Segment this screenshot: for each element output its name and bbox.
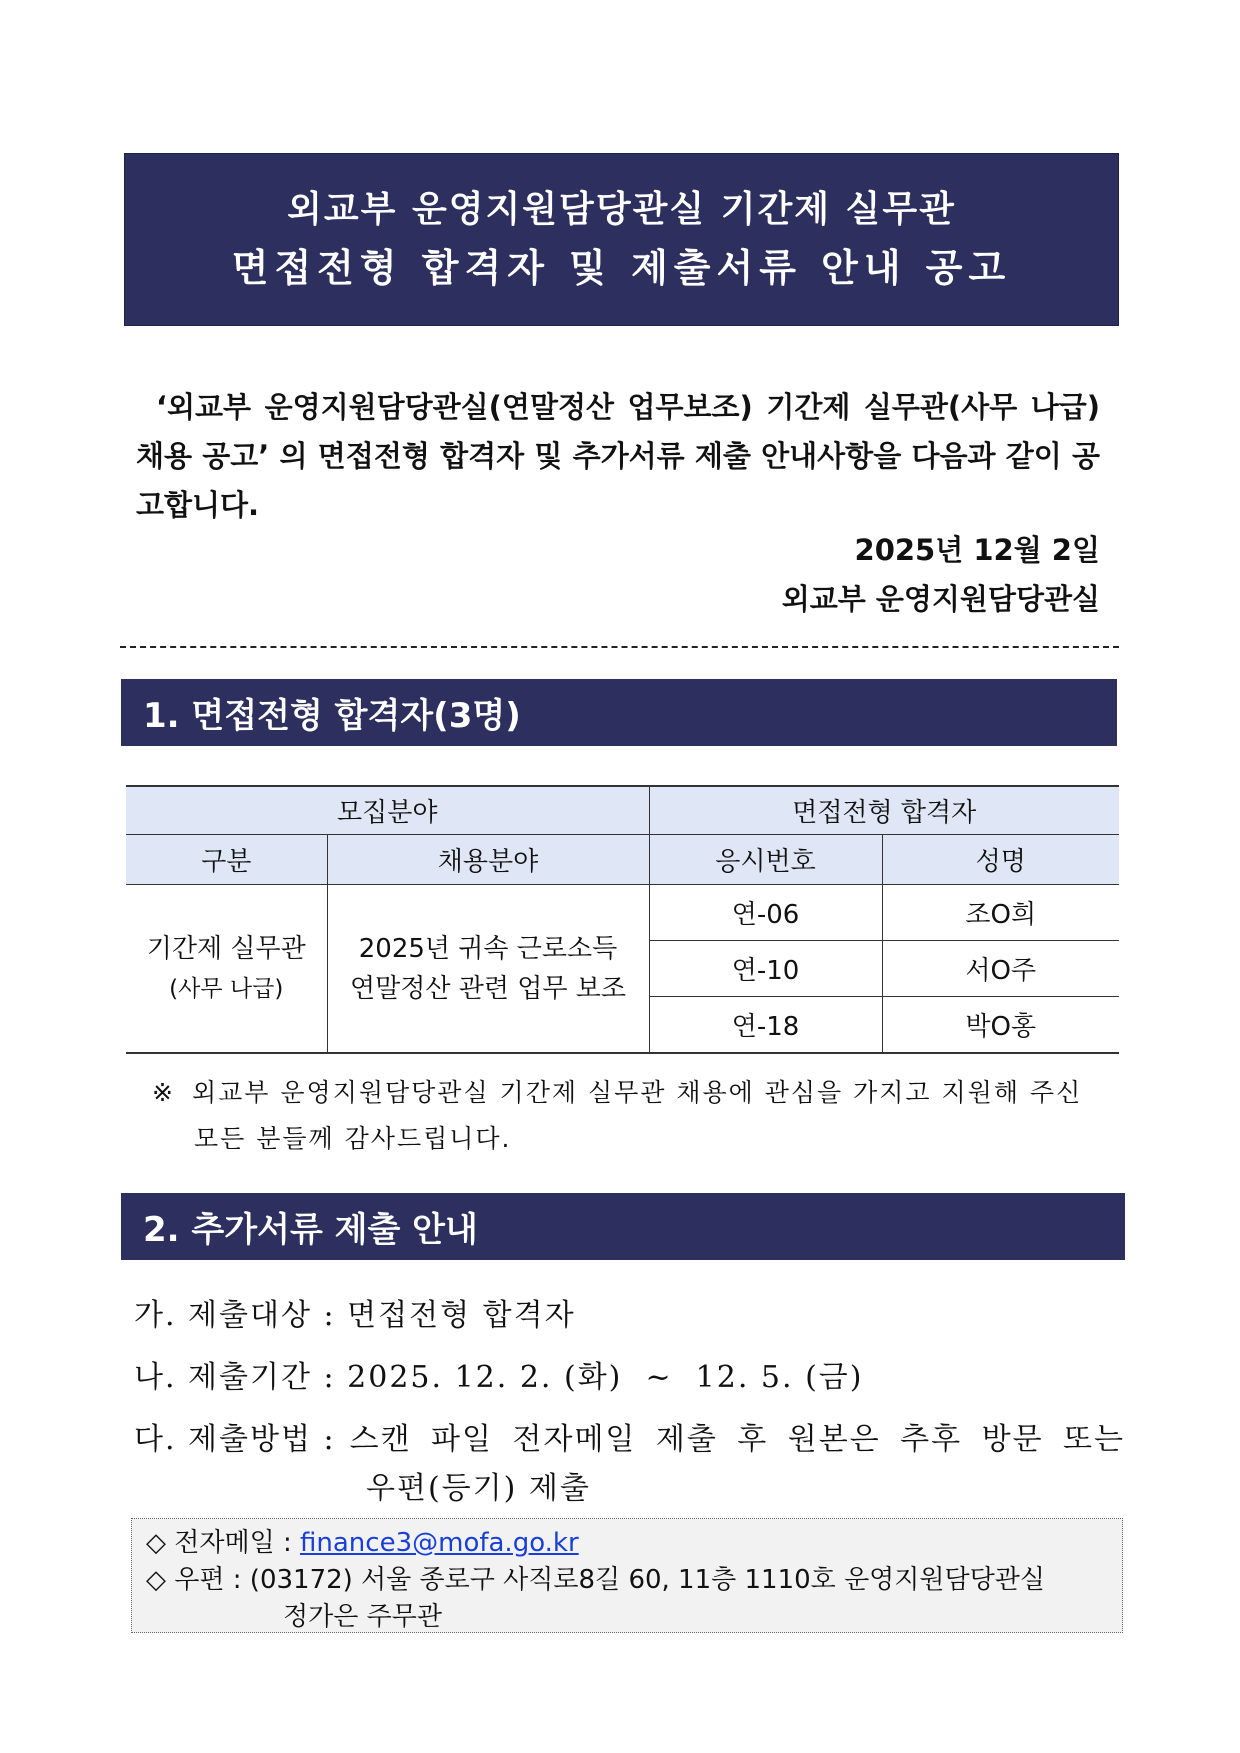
name-cell: 박O홍	[882, 997, 1119, 1054]
submission-period-value: 2025. 12. 2. (화) ~ 12. 5. (금)	[347, 1360, 864, 1395]
section1-heading-text: 1. 면접전형 합격자(3명)	[143, 696, 521, 736]
section2-heading	[121, 1193, 1125, 1260]
submission-target-label: 가. 제출대상 :	[134, 1298, 336, 1333]
category-title: 기간제 실무관	[146, 933, 306, 964]
name-cell: 서O주	[882, 941, 1119, 997]
submission-period-label: 나. 제출기간 :	[134, 1360, 336, 1395]
submission-method-value: 스캔 파일 전자메일 제출 후 원본은 추후 방문 또는	[349, 1422, 1125, 1457]
post-label: ◇ 우편 :	[146, 1565, 242, 1595]
interview-pass-table	[126, 785, 1119, 1054]
exam-no-cell: 연-06	[649, 885, 882, 941]
title-line-2: 면접전형 합격자 및 제출서류 안내 공고	[231, 245, 1012, 290]
group-header-passers: 면접전형 합격자	[649, 786, 1119, 835]
thanks-note	[152, 1070, 1124, 1162]
post-address: (03172) 서울 종로구 사직로8길 60, 11층 1110호 운영지원담당관실	[249, 1565, 1045, 1595]
field-line-1: 2025년 귀속 근로소득	[358, 933, 618, 964]
notice-date: 2025년 12월 2일	[854, 533, 1100, 567]
submission-target-item	[134, 1290, 576, 1334]
column-header-exam-no: 응시번호	[649, 835, 882, 885]
email-row	[146, 1525, 1108, 1562]
reference-mark: ※	[152, 1078, 175, 1107]
field-line-2: 연말정산 관련 업무 보조	[350, 973, 626, 1004]
thanks-note-line-1	[152, 1070, 1124, 1116]
submission-period-item	[134, 1352, 863, 1396]
column-header-category: 구분	[126, 835, 327, 885]
dashed-divider	[120, 646, 1119, 648]
column-header-name: 성명	[882, 835, 1119, 885]
post-row	[146, 1562, 1108, 1599]
field-cell	[327, 885, 649, 1054]
category-grade: (사무 나급)	[169, 975, 284, 1002]
issuing-organization: 외교부 운영지원담당관실	[781, 582, 1100, 616]
thanks-note-text-2: 모든 분들께 감사드립니다.	[194, 1124, 512, 1153]
title-line-1: 외교부 운영지원담당관실 기간제 실무관	[287, 188, 956, 230]
category-cell	[126, 885, 327, 1054]
contact-box	[131, 1518, 1123, 1633]
submission-method-label: 다. 제출방법 :	[134, 1422, 336, 1457]
notice-title-box	[124, 153, 1119, 326]
table-column-header-row	[126, 835, 1119, 885]
table-group-header-row	[126, 786, 1119, 835]
post-recipient: 정가은 주무관	[283, 1602, 442, 1632]
submission-method-continued: 우편(등기) 제출	[366, 1471, 591, 1506]
section2-heading-text: 2. 추가서류 제출 안내	[143, 1210, 478, 1250]
column-header-field: 채용분야	[327, 835, 649, 885]
name-cell: 조O희	[882, 885, 1119, 941]
section1-heading	[121, 679, 1117, 746]
submission-method-item	[134, 1414, 1125, 1458]
submission-target-value: 면접전형 합격자	[347, 1298, 576, 1333]
email-label: ◇ 전자메일 :	[146, 1528, 292, 1558]
intro-paragraph: ‘외교부 운영지원담당관실(연말정산 업무보조) 기간제 실무관(사무 나급) 채용 공고’ 의 면접전형 합격자 및 추가서류 제출 안내사항을 다음과 같이 공고합니다.	[136, 390, 1100, 522]
group-header-recruit-field: 모집분야	[126, 786, 649, 835]
exam-no-cell: 연-10	[649, 941, 882, 997]
table-row	[126, 885, 1119, 941]
thanks-note-text-1: 외교부 운영지원담당관실 기간제 실무관 채용에 관심을 가지고 지원해 주신	[192, 1078, 1083, 1107]
exam-no-cell: 연-18	[649, 997, 882, 1054]
email-link[interactable]: finance3@mofa.go.kr	[300, 1528, 579, 1558]
